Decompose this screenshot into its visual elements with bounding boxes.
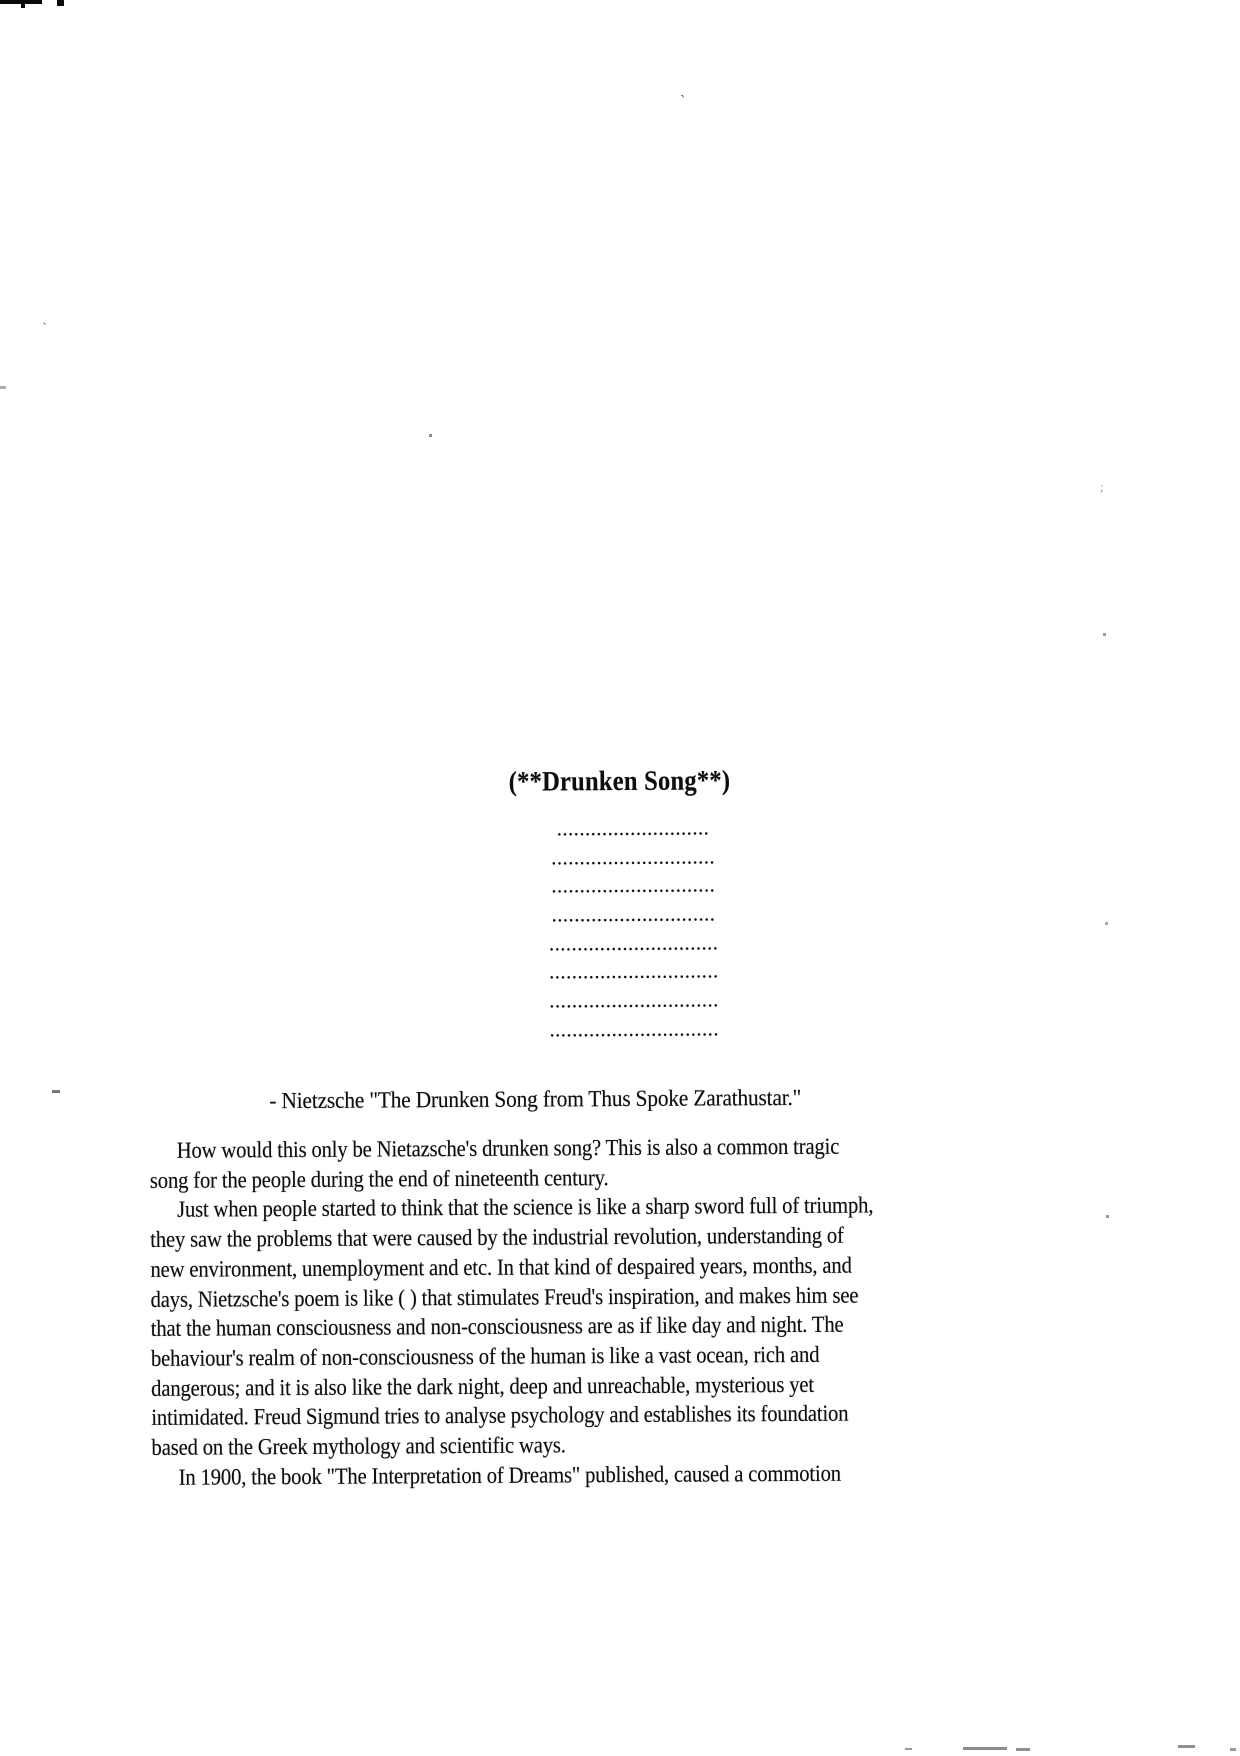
scan-artifact (1105, 922, 1108, 925)
scan-artifact (429, 434, 432, 437)
scan-artifact (0, 386, 6, 389)
ellipsis-line: ............................. (551, 851, 716, 869)
scan-artifact (57, 0, 64, 6)
ellipsis-line: .............................. (549, 994, 720, 1012)
scan-artifact: ; (1100, 479, 1104, 494)
body-line: that the human consciousness and non-consciousness are as if like day and night. The (150, 1311, 844, 1342)
body-line: intimidated. Freud Sigmund tries to analyse psychology and establishes its foundation (151, 1400, 849, 1431)
scan-artifact (1016, 1748, 1030, 1751)
scan-artifact (1106, 1215, 1109, 1218)
scan-artifact (1230, 1748, 1236, 1751)
body-line: new environment, unemployment and etc. In that kind of despaired years, months, and (150, 1252, 852, 1282)
scan-artifact (1103, 633, 1106, 636)
body-line: dangerous; and it is also like the dark night, deep and unreachable, mysterious yet (151, 1371, 814, 1401)
ellipsis-line: .............................. (549, 965, 720, 983)
scan-artifact (52, 1090, 60, 1093)
ellipsis-block (14, 813, 1240, 1050)
body-line: based on the Greek mythology and scientific ways. (151, 1432, 566, 1460)
body-line: Just when people started to think that the science is like a sharp sword full of triumph, (176, 1192, 874, 1223)
body-text-block (150, 1131, 875, 1492)
body-line: behaviour's realm of non-consciousness of the human is like a vast ocean, rich and (150, 1341, 820, 1371)
body-line: In 1900, the book "The Interpretation of Dreams" published, caused a commotion (178, 1460, 841, 1490)
body-line: How would this only be Nietazsche's drunken song? This is also a common tragic (176, 1133, 840, 1163)
ellipsis-line: .............................. (550, 1023, 720, 1041)
scan-artifact: ` (680, 93, 686, 110)
scan-artifact (905, 1748, 912, 1750)
ellipsis-line: ........................... (557, 822, 711, 840)
ellipsis-line: ............................. (552, 879, 717, 897)
ellipsis-line: ............................. (552, 908, 717, 926)
scan-artifact (1178, 1745, 1195, 1748)
body-line: days, Nietzsche's poem is like ( ) that stimulates Freud's inspiration, and makes him see (150, 1282, 859, 1312)
attribution-line: - Nietzsche "The Drunken Song from Thus Spoke Zarathustar." (269, 1084, 802, 1114)
page-title: (**Drunken Song**) (508, 765, 731, 798)
ellipsis-line: .............................. (549, 937, 720, 955)
body-line: song for the people during the end of nineteenth century. (149, 1164, 609, 1193)
scan-artifact: ` (42, 321, 47, 337)
scan-artifact (963, 1747, 1007, 1750)
scan-artifact (21, 0, 25, 8)
body-line: they saw the problems that were caused by the industrial revolution, understanding of (150, 1222, 844, 1252)
